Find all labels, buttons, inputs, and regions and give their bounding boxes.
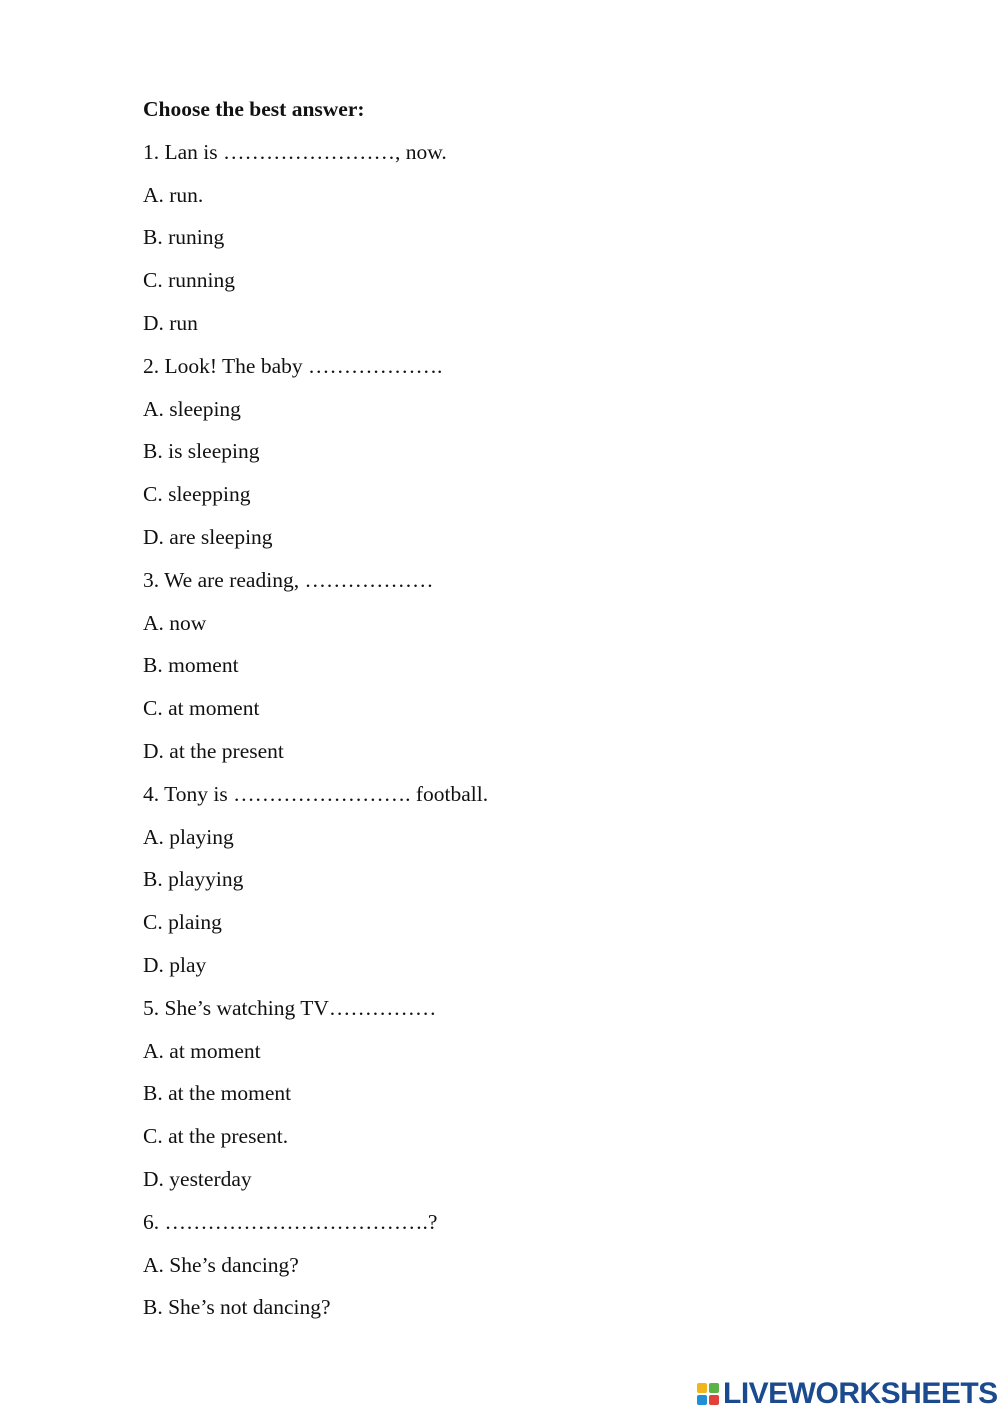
question-prompt: 6. ……………………………….? <box>143 1209 438 1234</box>
answer-option[interactable]: D. are sleeping <box>143 524 273 549</box>
liveworksheets-logo-icon <box>697 1383 719 1405</box>
answer-option[interactable]: B. moment <box>143 653 239 678</box>
question-prompt: 2. Look! The baby ………………. <box>143 353 443 378</box>
answer-option[interactable]: A. She’s dancing? <box>143 1252 299 1277</box>
logo-text: LIVEWORKSHEETS <box>723 1377 998 1410</box>
logo-square <box>697 1395 707 1405</box>
question-1 <box>143 135 903 340</box>
question-prompt: 5. She’s watching TV…………… <box>143 995 437 1020</box>
answer-option[interactable]: D. yesterday <box>143 1166 252 1191</box>
answer-option[interactable]: B. playying <box>143 867 244 892</box>
answer-option[interactable]: B. at the moment <box>143 1081 292 1106</box>
answer-option[interactable]: A. now <box>143 610 207 635</box>
answer-option[interactable]: A. run. <box>143 182 204 207</box>
answer-option[interactable]: A. at moment <box>143 1038 261 1063</box>
worksheet-heading: Choose the best answer: <box>143 97 365 121</box>
answer-option[interactable]: C. running <box>143 268 235 293</box>
answer-option[interactable]: D. at the present <box>143 738 284 763</box>
answer-option[interactable]: C. plaing <box>143 910 222 935</box>
answer-option[interactable]: C. at moment <box>143 696 260 721</box>
logo-square <box>709 1395 719 1405</box>
answer-option[interactable]: B. runing <box>143 225 225 250</box>
answer-option[interactable]: A. sleeping <box>143 396 241 421</box>
question-prompt: 1. Lan is ……………………, now. <box>143 139 447 164</box>
question-prompt: 3. We are reading, ……………… <box>143 567 434 592</box>
liveworksheets-logo <box>697 1377 998 1411</box>
question-prompt: 4. Tony is ……………………. football. <box>143 781 489 806</box>
answer-option[interactable]: B. is sleeping <box>143 439 260 464</box>
answer-option[interactable]: D. run <box>143 310 198 335</box>
logo-square <box>697 1383 707 1393</box>
answer-option[interactable]: D. play <box>143 952 207 977</box>
worksheet <box>143 92 903 1333</box>
question-6 <box>143 1205 903 1325</box>
answer-option[interactable]: B. She’s not dancing? <box>143 1295 331 1320</box>
question-2 <box>143 349 903 554</box>
question-3 <box>143 563 903 768</box>
answer-option[interactable]: A. playing <box>143 824 234 849</box>
logo-square <box>709 1383 719 1393</box>
question-4 <box>143 777 903 982</box>
answer-option[interactable]: C. sleepping <box>143 482 251 507</box>
answer-option[interactable]: C. at the present. <box>143 1124 289 1149</box>
question-5 <box>143 991 903 1196</box>
